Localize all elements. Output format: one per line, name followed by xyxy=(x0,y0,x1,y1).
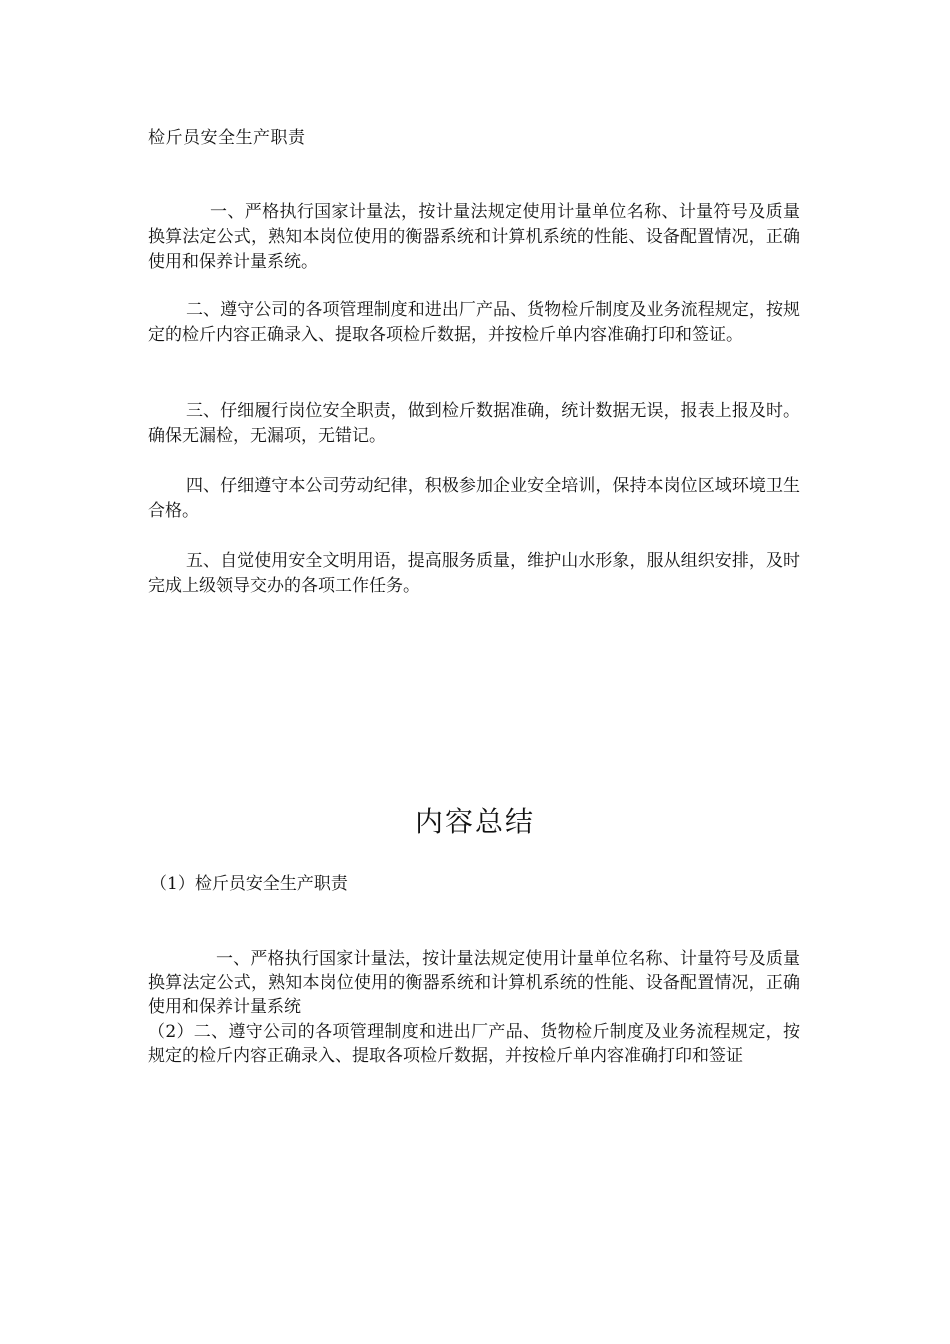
summary-item-1-title: （1）检斤员安全生产职责 xyxy=(150,874,348,894)
paragraph-2: 二、遵守公司的各项管理制度和进出厂产品、货物检斤制度及业务流程规定，按规定的检斤内容正确录入、提取各项检斤数据，并按检斤单内容准确打印和签证。 xyxy=(148,300,800,345)
paragraph-1: 一、严格执行国家计量法，按计量法规定使用计量单位名称、计量符号及质量换算法定公式，熟知本岗位使用的衡器系统和计算机系统的性能、设备配置情况，正确使用和保养计量系统。 xyxy=(148,202,800,272)
summary-heading: 内容总结 xyxy=(414,805,535,838)
summary-item-2-body: （2）二、遵守公司的各项管理制度和进出厂产品、货物检斤制度及业务流程规定，按规定的检斤内容正确录入、提取各项检斤数据，并按检斤单内容准确打印和签证 xyxy=(148,1022,800,1066)
paragraph-4: 四、仔细遵守本公司劳动纪律，积极参加企业安全培训，保持本岗位区域环境卫生合格。 xyxy=(148,476,800,521)
document-title: 检斤员安全生产职责 xyxy=(148,128,306,148)
summary-item-1-body: 一、严格执行国家计量法，按计量法规定使用计量单位名称、计量符号及质量换算法定公式，熟知本岗位使用的衡器系统和计算机系统的性能、设备配置情况，正确使用和保养计量系统 xyxy=(148,949,800,1017)
paragraph-3: 三、仔细履行岗位安全职责，做到检斤数据准确，统计数据无误，报表上报及时。确保无漏检，无漏项，无错记。 xyxy=(148,401,800,446)
paragraph-5: 五、自觉使用安全文明用语，提高服务质量，维护山水形象，服从组织安排，及时完成上级领导交办的各项工作任务。 xyxy=(148,551,800,596)
